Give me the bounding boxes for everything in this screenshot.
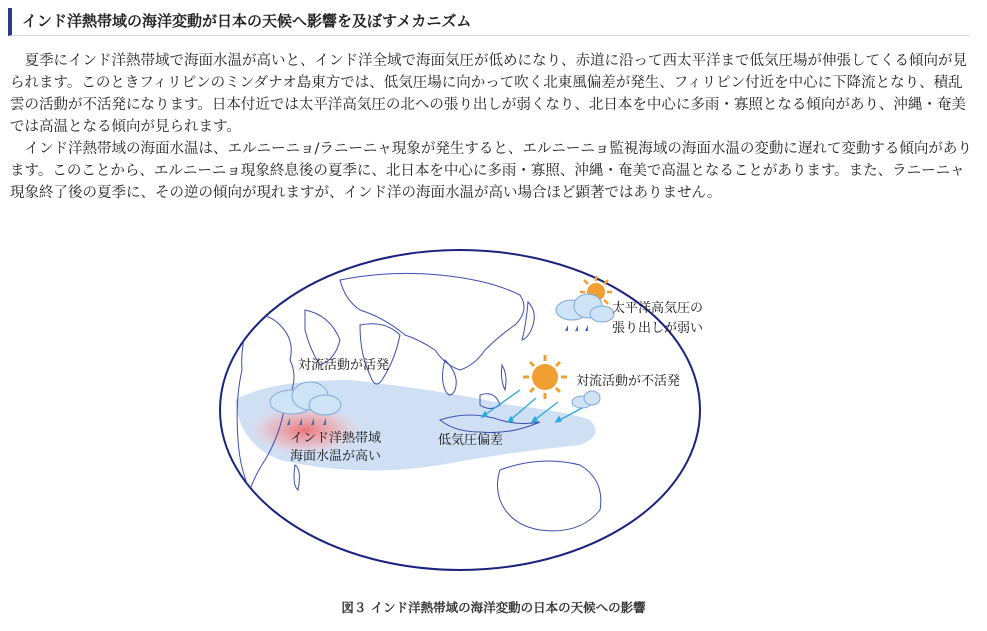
label-pacific-high-line1: 太平洋高気圧の <box>612 300 704 315</box>
label-pacific-high-line2: 張り出しが弱い <box>612 320 704 335</box>
figure-diagram <box>210 240 710 580</box>
label-indian-ocean-sst-line2: 海面水温が高い <box>290 448 382 463</box>
paragraph-2: インド洋熱帯域の海面水温は、エルニーニョ/ラニーニャ現象が発生すると、エルニーニョ監視海域の海面水温の変動に遅れて変動する傾向があります。このことから、エルニーニョ現象終息後の夏季に、北日本を中心に多雨・寡照、沖縄・奄美で高温となることがあります。また、ラニーニャ現象終了後の夏季に、その逆の傾向が現れますが、インド洋の海面水温が高い場合ほど顕著ではありません。 <box>10 141 972 201</box>
paragraph-1: 夏季にインド洋熱帯域で海面水温が高いと、インド洋全域で海面気圧が低めになり、赤道に沿って西太平洋まで低気圧場が伸張してくる傾向が見られます。このときフィリピンのミンダナオ島東方では、低気圧場に向かって吹く北東風偏差が発生、フィリピン付近を中心に下降流となり、積乱雲の活動が不活発になります。日本付近では太平洋高気圧の北への張り出しが弱くなり、北日本を中心に多雨・寡照となる傾向があり、沖縄・奄美では高温となる傾向が見られます。 <box>10 53 967 135</box>
globe-diagram <box>210 240 710 580</box>
label-convection-inactive: 対流活動が不活発 <box>576 373 681 388</box>
label-low-pressure-anomaly: 低気圧偏差 <box>438 432 504 447</box>
article-body <box>10 50 975 204</box>
figure-caption: 図３ インド洋熱帯域の海洋変動の日本の天候への影響 <box>341 600 646 615</box>
section-heading: インド洋熱帯域の海洋変動が日本の天候へ影響を及ぼすメカニズム <box>8 8 970 36</box>
label-convection-active: 対流活動が活発 <box>298 357 390 372</box>
label-indian-ocean-sst-line1: インド洋熱帯域 <box>290 430 382 445</box>
